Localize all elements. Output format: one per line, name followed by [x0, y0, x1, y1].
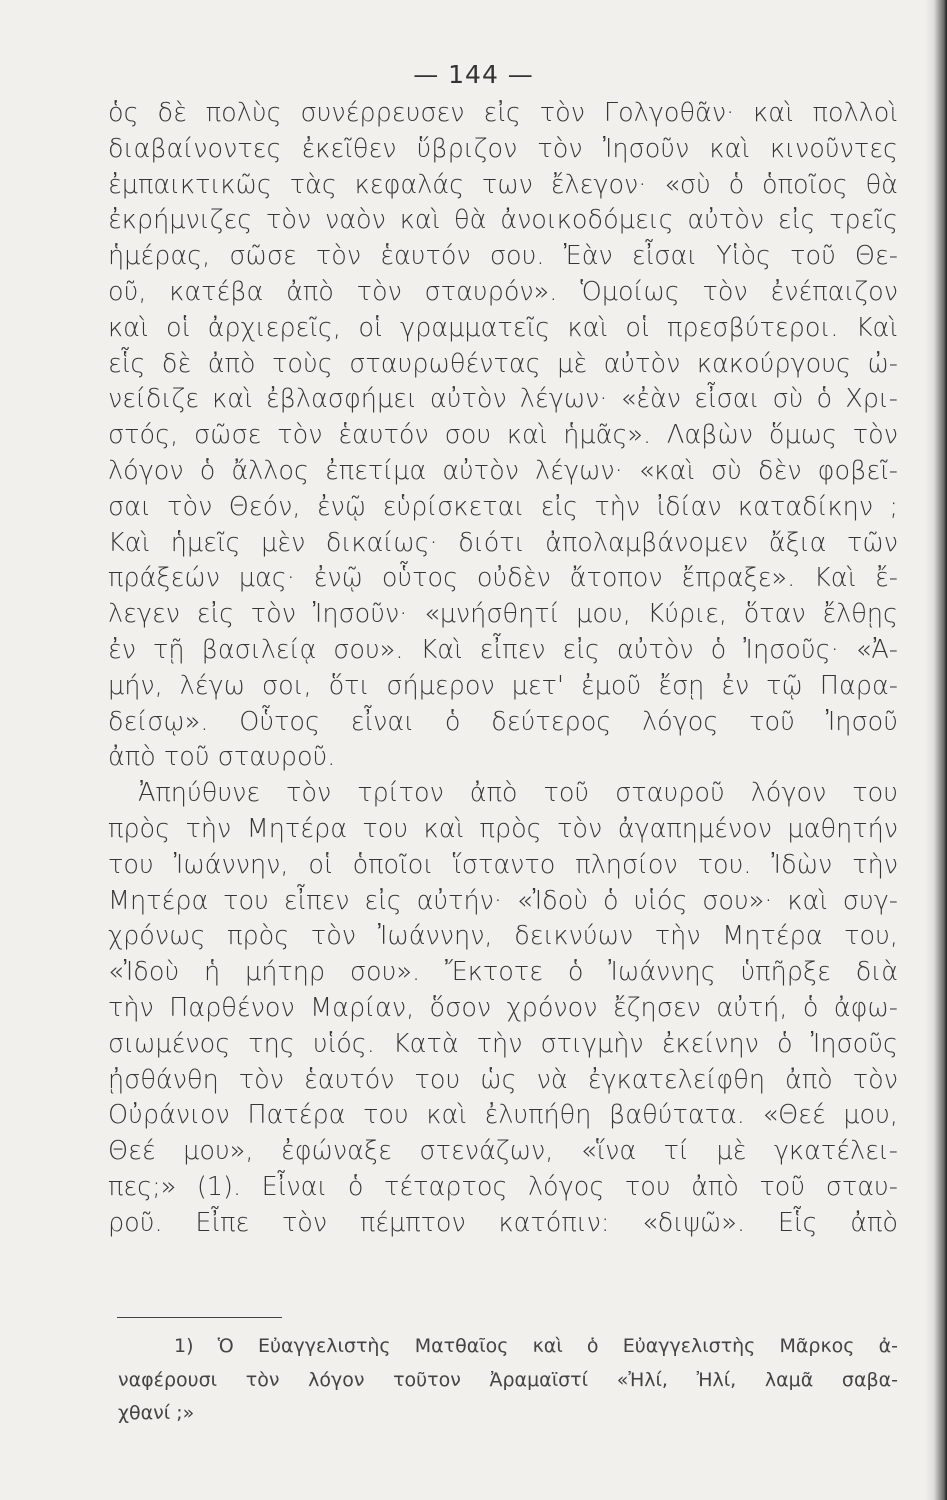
text-line: Οὐράνιον Πατέρα του καὶ ἐλυπήθη βαθύτατα. «Θεέ μου,: [108, 1100, 898, 1131]
text-line: δείσῳ». Οὗτος εἶναι ὁ δεύτερος λόγος τοῦ Ἰησοῦ: [108, 706, 898, 737]
text-line: του Ἰωάννην, οἱ ὁποῖοι ἵσταντο πλησίον του. Ἰδὼν τὴν: [108, 849, 898, 880]
text-line: ροῦ. Εἶπε τὸν πέμπτον κατόπιν: «διψῶ». Εἷς ἀπὸ: [108, 1207, 898, 1238]
text-line: σαι τὸν Θεόν, ἐνῷ εὑρίσκεται εἰς τὴν ἰδίαν καταδίκην ;: [108, 491, 898, 522]
text-line: σιωμένος της υἱός. Κατὰ τὴν στιγμὴν ἐκείνην ὁ Ἰησοῦς: [108, 1028, 898, 1059]
text-line: καὶ οἱ ἀρχιερεῖς, οἱ γραμματεῖς καὶ οἱ πρεσβύτεροι. Καὶ: [108, 312, 898, 343]
text-line: ᾐσθάνθη τὸν ἑαυτόν του ὡς νὰ ἐγκατελείφθη ἀπὸ τὸν: [108, 1064, 898, 1095]
text-line: «Ἰδοὺ ἡ μήτηρ σου». Ἔκτοτε ὁ Ἰωάννης ὑπῆρξε διὰ: [108, 957, 898, 988]
text-line: Ἀπηύθυνε τὸν τρίτον ἀπὸ τοῦ σταυροῦ λόγον του: [138, 778, 898, 809]
text-line: οῦ, κατέβα ἀπὸ τὸν σταυρόν». Ὁμοίως τὸν ἐνέπαιζον: [108, 276, 898, 307]
text-line: πράξεών μας· ἐνῷ οὗτος οὐδὲν ἄτοπον ἔπραξε». Καὶ ἔ-: [108, 563, 898, 594]
text-line: νείδιζε καὶ ἐβλασφήμει αὐτὸν λέγων· «ἐὰν εἶσαι σὺ ὁ Χρι-: [108, 384, 898, 415]
page-number: — 144 —: [413, 60, 534, 89]
body-text: [108, 96, 898, 1242]
text-line: τὴν Παρθένον Μαρίαν, ὅσον χρόνον ἔζησεν αὐτή, ὁ ἀφω-: [108, 992, 898, 1023]
text-line: Θεέ μου», ἐφώναξε στενάζων, «ἵνα τί μὲ γκατέλει-: [108, 1136, 898, 1167]
text-line: ἐν τῇ βασιλείᾳ σου». Καὶ εἶπεν εἰς αὐτὸν ὁ Ἰησοῦς· «Ἀ-: [108, 634, 898, 665]
text-line: στός, σῶσε τὸν ἑαυτόν σου καὶ ἡμᾶς». Λαβὼν ὅμως τὸν: [108, 420, 898, 451]
text-line: χρόνως πρὸς τὸν Ἰωάννην, δεικνύων τὴν Μητέρα του,: [108, 921, 898, 952]
text-line: μήν, λέγω σοι, ὅτι σήμερον μετ' ἐμοῦ ἔσῃ ἐν τῷ Παρα-: [108, 670, 898, 701]
text-line: ἀπὸ τοῦ σταυροῦ.: [108, 742, 336, 773]
text-line: Καὶ ἡμεῖς μὲν δικαίως· διότι ἀπολαμβάνομεν ἄξια τῶν: [108, 527, 898, 558]
text-line: λεγεν εἰς τὸν Ἰησοῦν· «μνήσθητί μου, Κύριε, ὅταν ἔλθῃς: [108, 599, 898, 630]
footnote-line: χθανί ;»: [118, 1402, 195, 1424]
text-line: ἐμπαικτικῶς τὰς κεφαλάς των ἔλεγον· «σὺ ὁ ὁποῖος θὰ: [108, 169, 898, 200]
footnote-line: 1) Ὁ Εὐαγγελιστὴς Ματθαῖος καὶ ὁ Εὐαγγελιστὴς Μᾶρκος ἀ-: [174, 1335, 898, 1357]
text-line: διαβαίνοντες ἐκεῖθεν ὕβριζον τὸν Ἰησοῦν καὶ κινοῦντες: [108, 133, 898, 164]
text-line: λόγον ὁ ἄλλος ἐπετίμα αὐτὸν λέγων· «καὶ σὺ δὲν φοβεῖ-: [108, 455, 898, 486]
text-line: εἷς δὲ ἀπὸ τοὺς σταυρωθέντας μὲ αὐτὸν κακούργους ὠ-: [108, 348, 898, 379]
text-line: ἐκρήμνιζες τὸν ναὸν καὶ θὰ ἀνοικοδόμεις αὐτὸν εἰς τρεῖς: [108, 205, 898, 236]
text-line: πες;» (1). Εἶναι ὁ τέταρτος λόγος του ἀπὸ τοῦ σταυ-: [108, 1171, 898, 1202]
footnote-divider: [117, 1317, 282, 1318]
text-line: ὁς δὲ πολὺς συνέρρευσεν εἰς τὸν Γολγοθᾶν· καὶ πολλοὶ: [108, 98, 898, 128]
text-line: πρὸς τὴν Μητέρα του καὶ πρὸς τὸν ἀγαπημένον μαθητήν: [108, 813, 898, 844]
text-line: Μητέρα του εἶπεν εἰς αὐτήν· «Ἰδοὺ ὁ υἱός σου»· καὶ συγ-: [108, 885, 898, 916]
page-edge-shadow: [925, 0, 947, 1500]
text-line: ἡμέρας, σῶσε τὸν ἑαυτόν σου. Ἐὰν εἶσαι Υἱὸς τοῦ Θε-: [108, 241, 898, 272]
footnote-line: ναφέρουσι τὸν λόγον τοῦτον Ἀραμαϊστί «Ἠλί, Ἠλί, λαμᾶ σαβα-: [118, 1368, 898, 1391]
footnote: [118, 1330, 898, 1431]
